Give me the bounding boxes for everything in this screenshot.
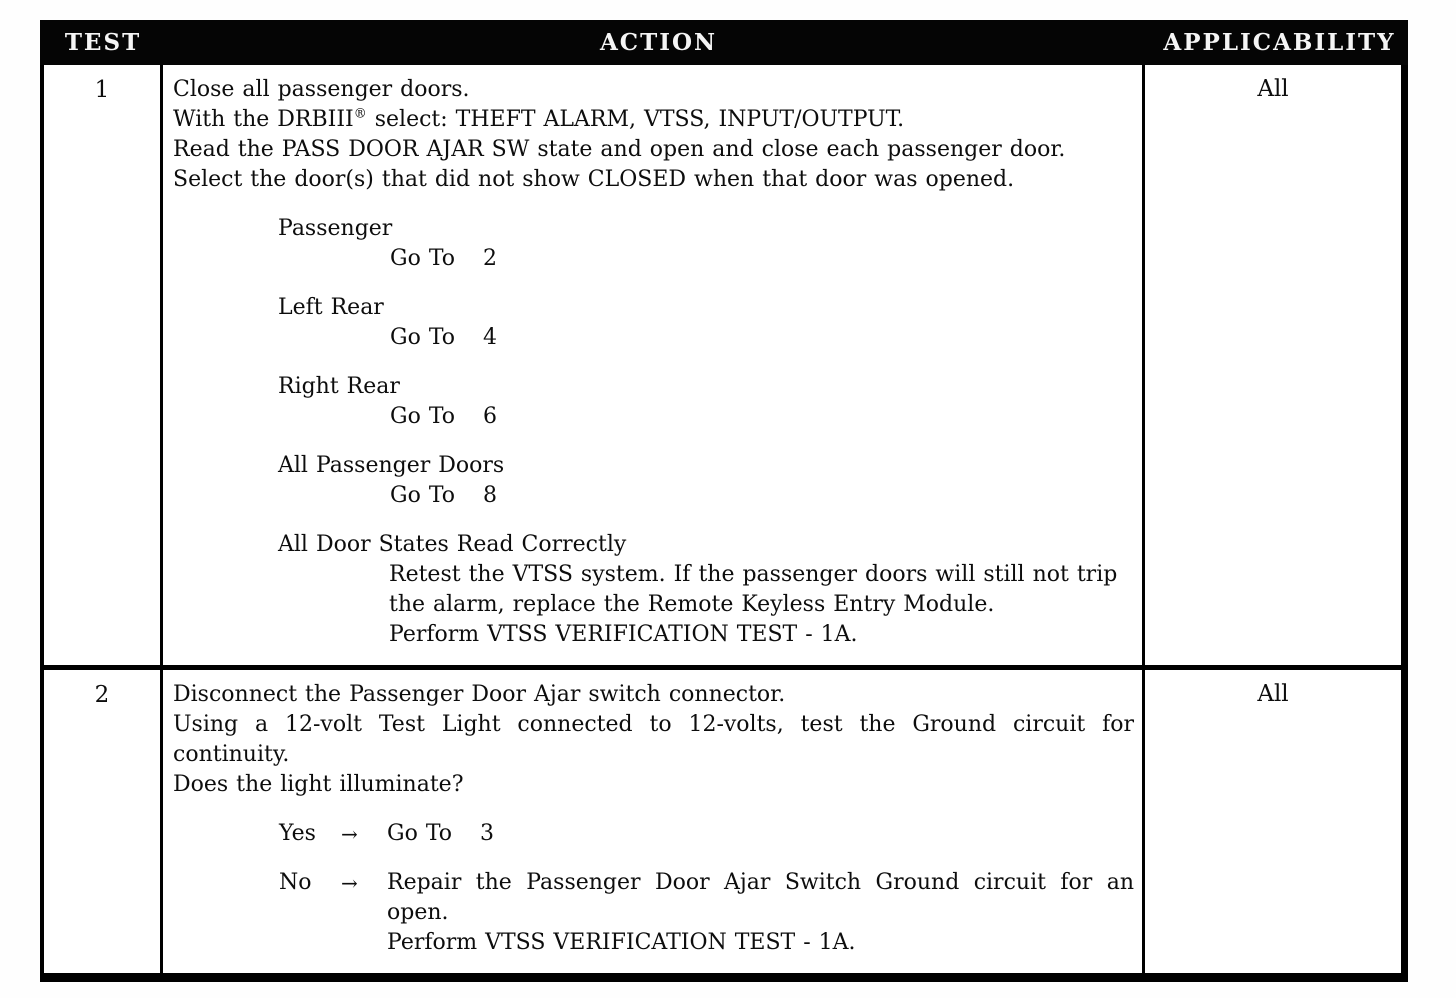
option-passenger	[173, 214, 1134, 274]
decision-label: No	[279, 870, 312, 895]
action-line: continuity.	[173, 742, 290, 767]
option-result	[389, 560, 1134, 650]
goto-target: 2	[483, 246, 498, 271]
result-line: Retest the VTSS system. If the passenger doors will still not trip	[389, 562, 1118, 587]
action-line: Disconnect the Passenger Door Ajar switch connector.	[173, 682, 786, 707]
table-row-test-2	[44, 665, 1401, 973]
decision-indent	[173, 819, 279, 849]
option-all-passenger-doors	[173, 451, 1134, 511]
goto-target: 8	[483, 483, 498, 508]
option-label: Right Rear	[278, 374, 400, 399]
table-header-row	[40, 20, 1408, 65]
diagnostic-test-table	[40, 20, 1408, 982]
action-line-part: With the DRBIII	[173, 107, 354, 132]
option-label: All Passenger Doors	[278, 453, 505, 478]
goto-target: 3	[480, 821, 495, 846]
decision-label: Yes	[279, 821, 316, 846]
option-all-door-states-correct	[173, 530, 1134, 650]
decision-body	[387, 868, 1134, 958]
goto-label: Go To	[390, 404, 456, 429]
action-line	[173, 105, 1134, 135]
applicability-value: All	[1257, 681, 1289, 707]
goto-label: Go To	[387, 821, 453, 846]
header-applicability: APPLICABILITY	[1163, 29, 1396, 56]
result-line: the alarm, replace the Remote Keyless Entry Module.	[389, 592, 995, 617]
goto-target: 6	[483, 404, 498, 429]
decision-body	[387, 819, 1134, 849]
right-arrow-icon: →	[341, 822, 358, 846]
result-line: Perform VTSS VERIFICATION TEST - 1A.	[387, 930, 856, 955]
action-line: Using a 12-volt Test Light connected to 12-volts, test the Ground circuit for	[173, 712, 1134, 737]
option-left-rear	[173, 293, 1134, 353]
option-label: Left Rear	[278, 295, 384, 320]
action-line: Does the light illuminate?	[173, 772, 464, 797]
action-cell	[163, 65, 1145, 665]
action-line: Close all passenger doors.	[173, 77, 470, 102]
option-right-rear	[173, 372, 1134, 432]
test-number: 1	[44, 65, 163, 665]
table-row-test-1	[44, 65, 1401, 665]
applicability-value: All	[1257, 76, 1289, 102]
right-arrow-icon: →	[341, 871, 358, 895]
decision-indent	[173, 868, 279, 958]
option-goto	[387, 819, 1134, 849]
option-goto	[390, 481, 1134, 511]
result-line: open.	[387, 900, 449, 925]
action-line: Read the PASS DOOR AJAR SW state and open and close each passenger door.	[173, 137, 1066, 162]
option-label: All Door States Read Correctly	[278, 532, 627, 557]
option-goto	[390, 402, 1134, 432]
result-line: Perform VTSS VERIFICATION TEST - 1A.	[389, 622, 858, 647]
goto-label: Go To	[390, 483, 456, 508]
goto-label: Go To	[390, 246, 456, 271]
decision-no	[173, 868, 1134, 958]
option-goto	[390, 244, 1134, 274]
option-goto	[390, 323, 1134, 353]
result-line: Repair the Passenger Door Ajar Switch Ground circuit for an	[387, 870, 1134, 895]
registered-trademark-mark: ®	[353, 106, 367, 122]
action-line-part: select: THEFT ALARM, VTSS, INPUT/OUTPUT.	[366, 107, 905, 132]
header-action: ACTION	[599, 29, 718, 56]
test-number: 2	[44, 670, 163, 973]
action-line: Select the door(s) that did not show CLOSED when that door was opened.	[173, 167, 1015, 192]
option-label: Passenger	[278, 216, 393, 241]
goto-target: 4	[483, 325, 498, 350]
decision-yes	[173, 819, 1134, 849]
goto-label: Go To	[390, 325, 456, 350]
header-test: TEST	[64, 29, 142, 56]
action-cell	[163, 670, 1145, 973]
